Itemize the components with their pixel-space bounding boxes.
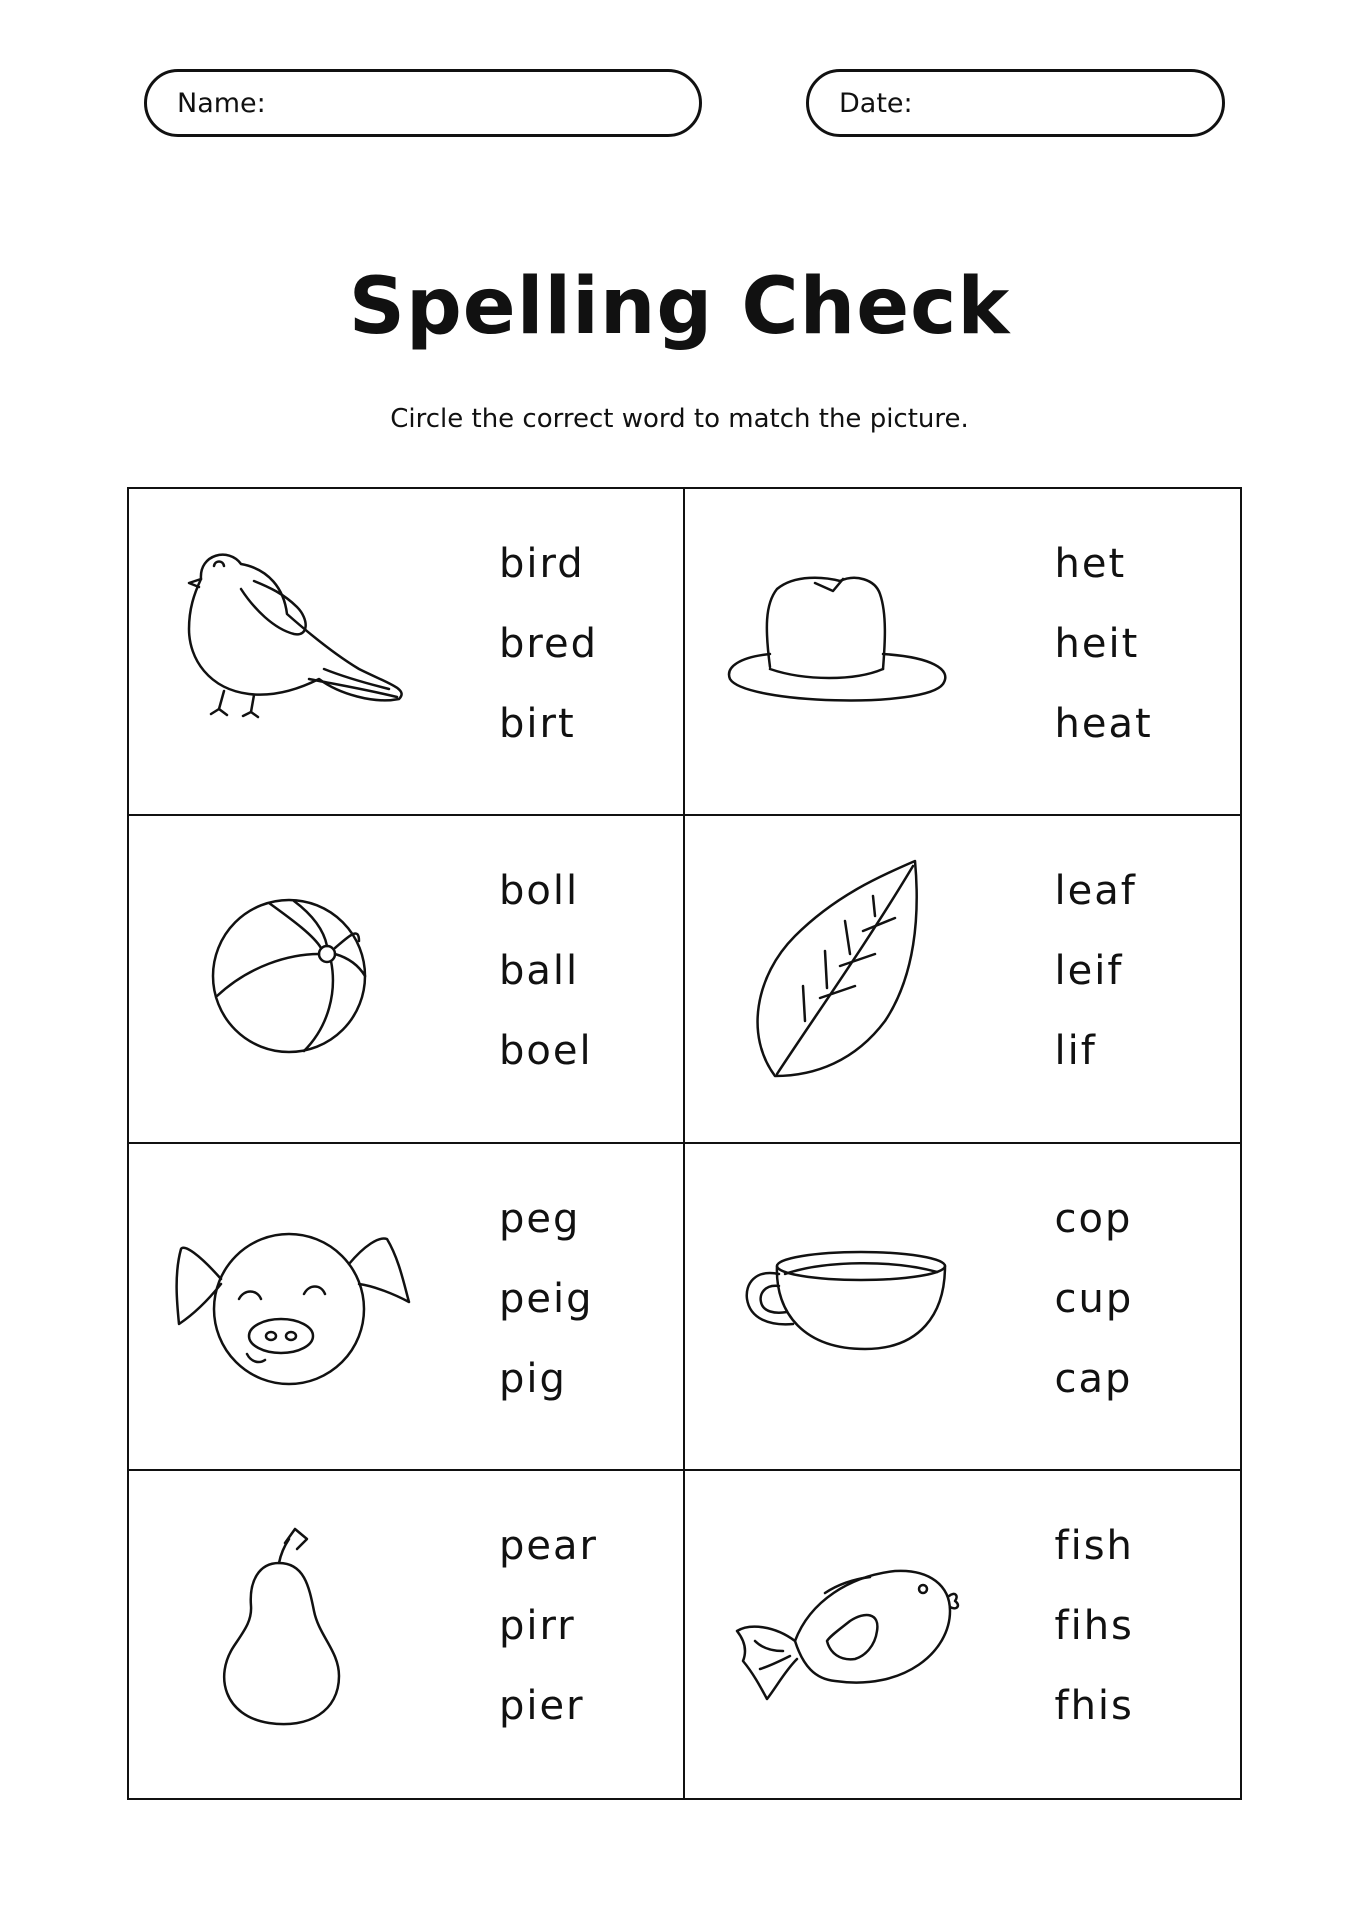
word-option[interactable]: boll <box>499 868 580 915</box>
word-option[interactable]: pig <box>499 1355 567 1402</box>
word-option[interactable]: birt <box>499 701 576 747</box>
word-option[interactable]: fihs <box>1054 1602 1134 1649</box>
word-options <box>1055 1196 1134 1402</box>
name-field[interactable] <box>144 69 702 137</box>
word-option[interactable]: pier <box>499 1682 585 1729</box>
word-option[interactable]: heit <box>1054 621 1140 667</box>
word-option[interactable]: cap <box>1054 1355 1133 1402</box>
word-options <box>499 1523 598 1729</box>
item-cell-hat <box>685 489 1241 816</box>
word-option[interactable]: bred <box>499 621 598 667</box>
word-option[interactable]: pirr <box>499 1602 576 1649</box>
date-field[interactable] <box>806 69 1225 137</box>
leaf-icon <box>715 846 975 1106</box>
word-options <box>1055 1523 1134 1729</box>
word-option[interactable]: cop <box>1054 1195 1133 1242</box>
word-option[interactable]: leaf <box>1054 868 1137 915</box>
name-label: Name: <box>177 87 266 119</box>
word-options <box>1055 868 1137 1074</box>
word-option[interactable]: peg <box>499 1195 581 1242</box>
word-option[interactable]: boel <box>499 1028 593 1075</box>
word-option[interactable]: leif <box>1054 948 1124 995</box>
word-options <box>1055 541 1153 747</box>
word-option[interactable]: peig <box>499 1275 594 1322</box>
fish-icon <box>715 1501 975 1761</box>
pear-icon <box>159 1501 419 1761</box>
ball-icon <box>159 846 419 1106</box>
word-option[interactable]: lif <box>1054 1028 1097 1075</box>
word-option[interactable]: ball <box>499 948 580 995</box>
word-option[interactable]: heat <box>1054 701 1153 747</box>
word-option[interactable]: fhis <box>1054 1682 1134 1729</box>
instructions: Circle the correct word to match the picture. <box>390 404 969 434</box>
cup-icon <box>715 1174 975 1434</box>
item-cell-bird <box>129 489 685 816</box>
word-option[interactable]: het <box>1054 541 1127 587</box>
date-label: Date: <box>839 87 913 119</box>
item-cell-leaf <box>685 816 1241 1143</box>
bird-icon <box>159 519 419 779</box>
word-option[interactable]: cup <box>1054 1275 1134 1322</box>
spelling-grid <box>127 487 1242 1800</box>
word-option[interactable]: pear <box>499 1522 598 1569</box>
word-option[interactable]: fish <box>1054 1522 1134 1569</box>
item-cell-fish <box>685 1471 1241 1798</box>
word-options <box>499 1196 594 1402</box>
hat-icon <box>715 519 975 779</box>
word-options <box>499 868 593 1074</box>
item-cell-pear <box>129 1471 685 1798</box>
item-cell-cup <box>685 1144 1241 1471</box>
item-cell-pig <box>129 1144 685 1471</box>
pig-icon <box>159 1174 419 1434</box>
word-options <box>499 541 598 747</box>
word-option[interactable]: bird <box>499 541 585 587</box>
item-cell-ball <box>129 816 685 1143</box>
page-title: Spelling Check <box>348 262 1011 352</box>
